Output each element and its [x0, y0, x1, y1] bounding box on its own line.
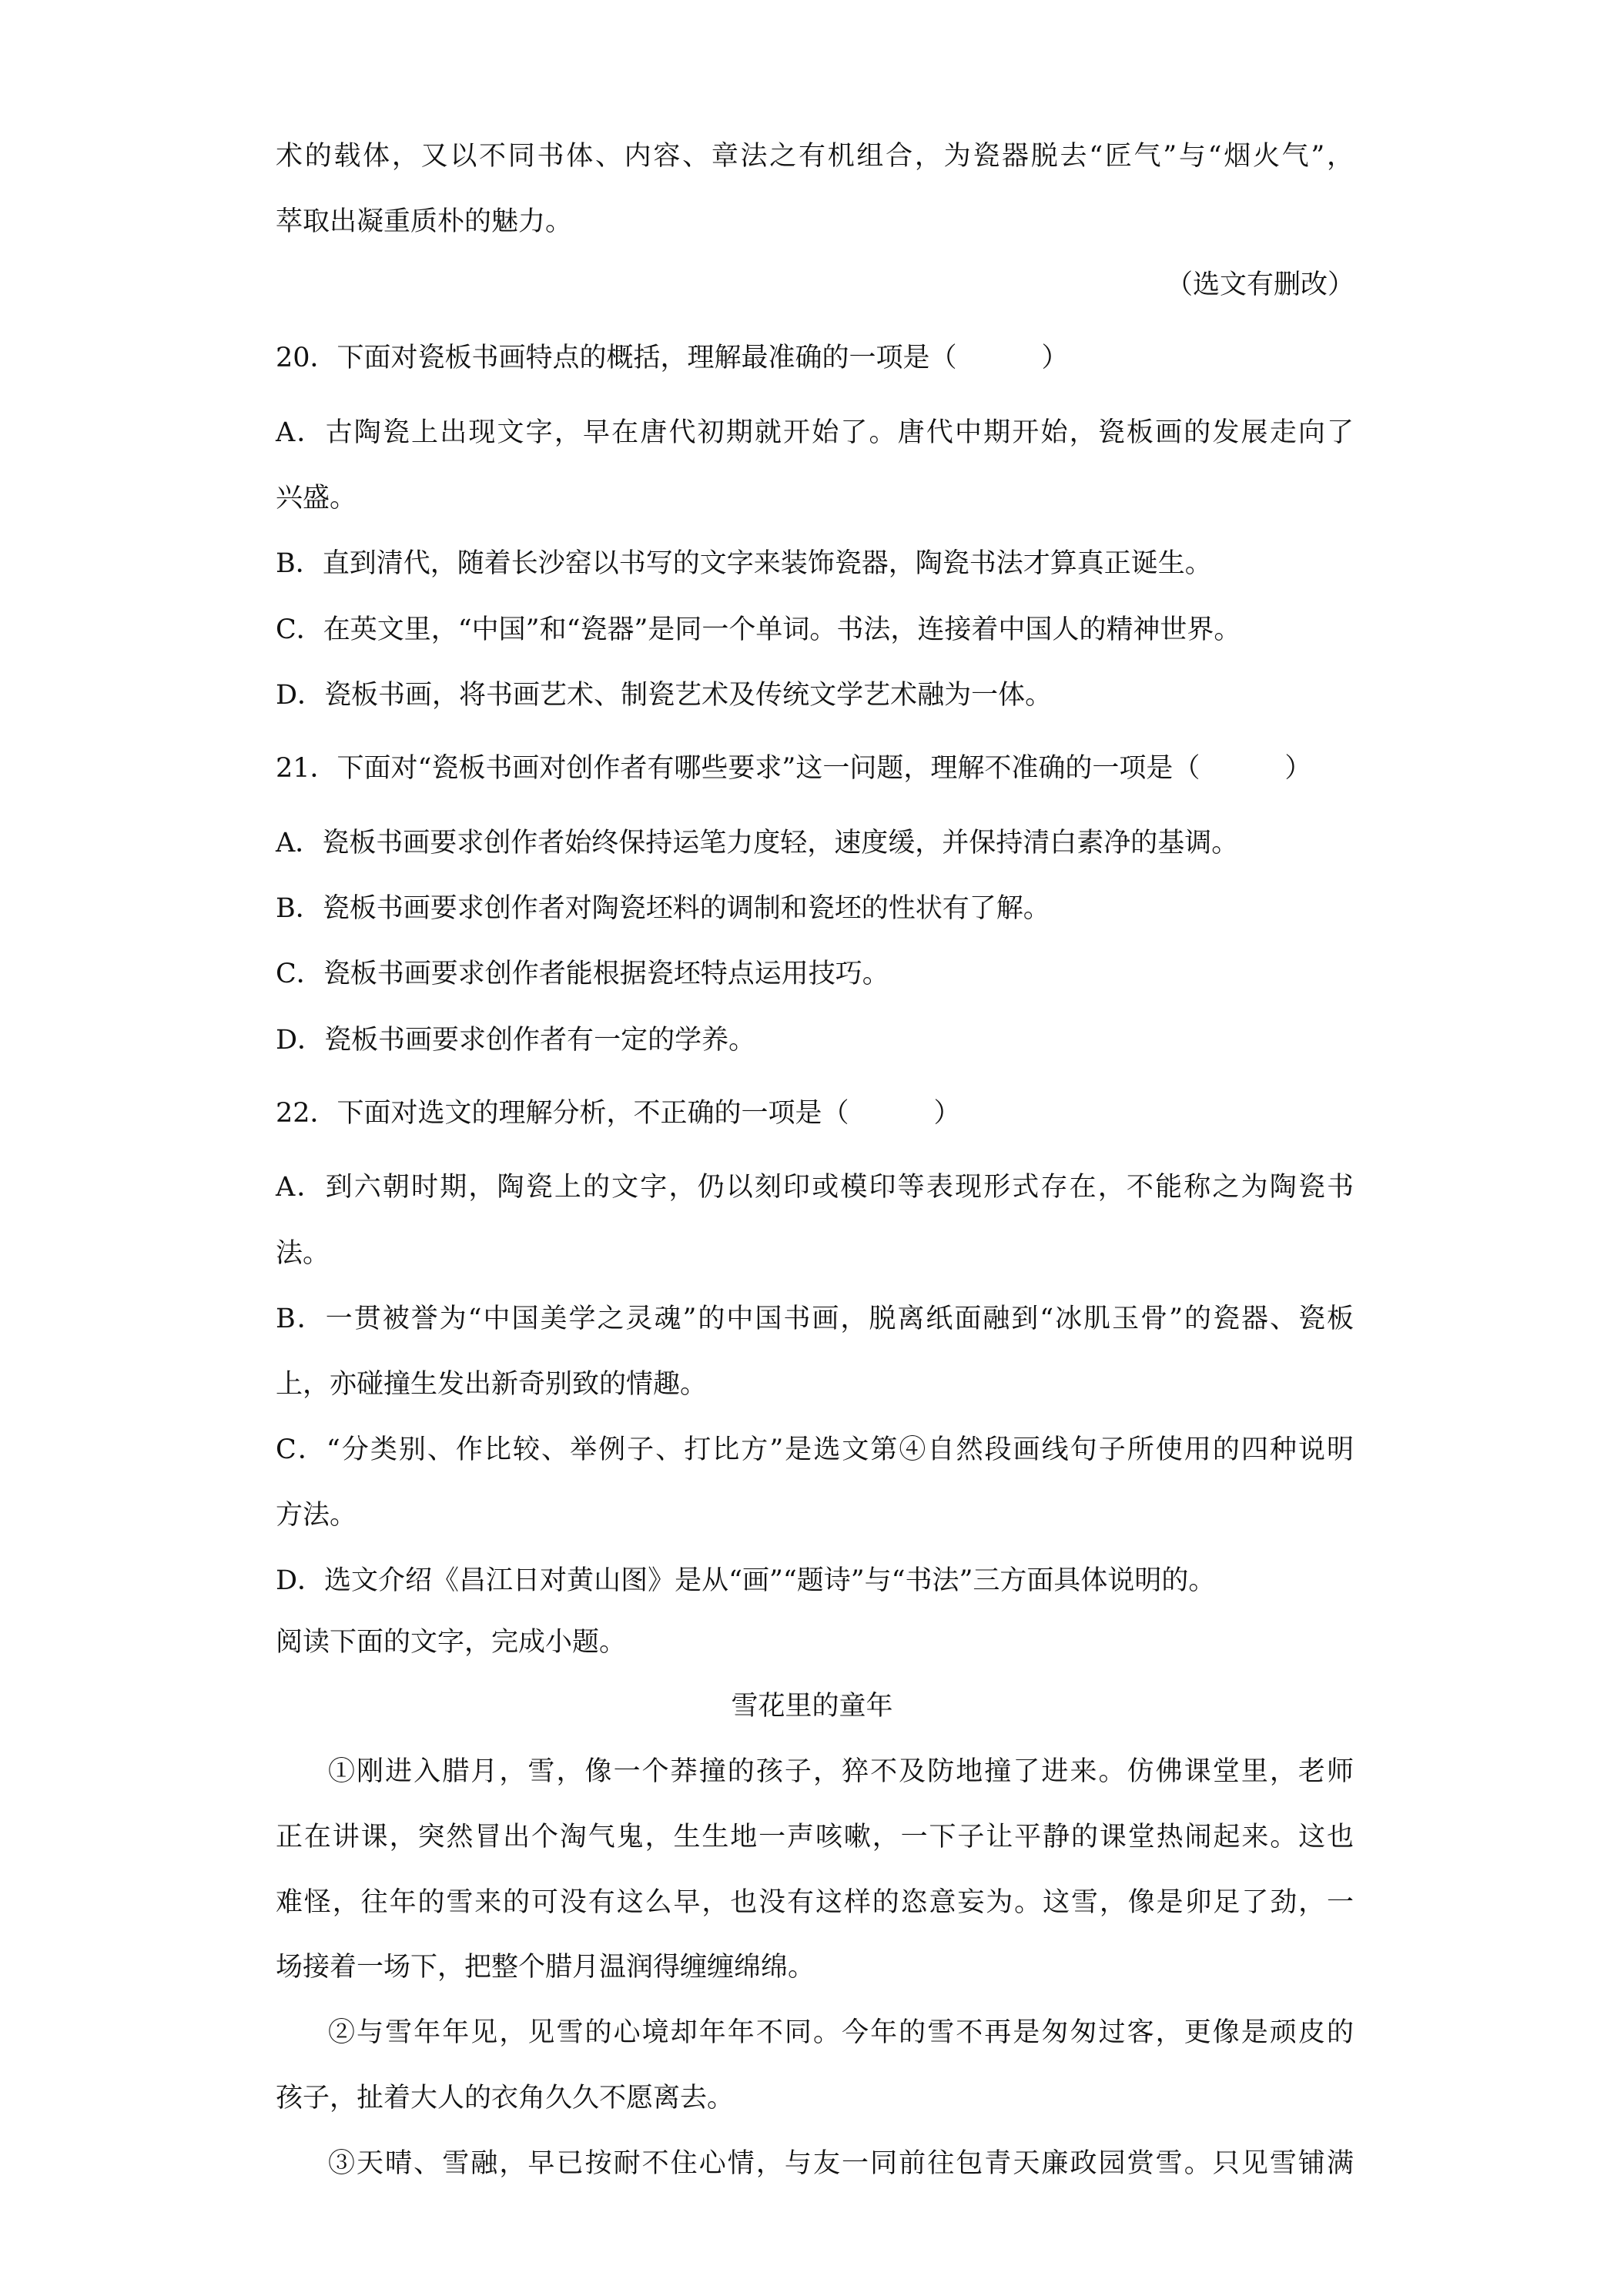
option-c: C．“分类别、作比较、举例子、打比方”是选文第④自然段画线句子所使用的四种说明 [276, 1434, 1354, 1465]
paragraph-line: ①刚进入腊月，雪，像一个莽撞的孩子，猝不及防地撞了进来。仿佛课堂里，老师 [328, 1756, 1354, 1787]
option-b-continued: 上，亦碰撞生发出新奇别致的情趣。 [276, 1369, 708, 1400]
reading-instruction: 阅读下面的文字，完成小题。 [276, 1627, 627, 1658]
option-c: C．瓷板书画要求创作者能根据瓷坯特点运用技巧。 [276, 959, 889, 989]
question-20-stem [276, 341, 1354, 375]
paren-close: ） [1284, 753, 1312, 784]
option-b: B．直到清代，随着长沙窑以书写的文字来装饰瓷器，陶瓷书法才算真正诞生。 [276, 548, 1212, 579]
passage1-line: 萃取出凝重质朴的魅力。 [276, 206, 573, 237]
option-d: D．选文介绍《昌江日对黄山图》是从“画”“题诗”与“书法”三方面具体说明的。 [276, 1565, 1216, 1596]
option-a-continued: 兴盛。 [276, 483, 357, 514]
question-stem-text: 22．下面对选文的理解分析，不正确的一项是（ [276, 1098, 849, 1129]
option-b: B．一贯被誉为“中国美学之灵魂”的中国书画，脱离纸面融到“冰肌玉骨”的瓷器、瓷板 [276, 1304, 1354, 1334]
question-stem-text: 21．下面对“瓷板书画对创作者有哪些要求”这一问题，理解不准确的一项是（ [276, 753, 1200, 784]
question-stem-text: 20．下面对瓷板书画特点的概括，理解最准确的一项是（ [276, 343, 957, 373]
option-d: D．瓷板书画，将书画艺术、制瓷艺术及传统文学艺术融为一体。 [276, 680, 1053, 711]
question-22-stem [276, 1096, 1354, 1130]
paragraph-line: 孩子，扯着大人的衣角久久不愿离去。 [276, 2083, 735, 2114]
passage-title: 雪花里的童年 [731, 1691, 893, 1722]
option-a: A．瓷板书画要求创作者始终保持运笔力度轻，速度缓，并保持清白素净的基调。 [276, 828, 1239, 858]
option-c-continued: 方法。 [276, 1500, 357, 1531]
paragraph-line: 难怪，往年的雪来的可没有这么早，也没有这样的恣意妄为。这雪，像是卯足了劲，一 [276, 1887, 1354, 1918]
paragraph-line: ②与雪年年见，见雪的心境却年年不同。今年的雪不再是匆匆过客，更像是顽皮的 [328, 2017, 1354, 2048]
option-c: C．在英文里，“中国”和“瓷器”是同一个单词。书法，连接着中国人的精神世界。 [276, 614, 1241, 645]
paren-close: ） [1041, 343, 1069, 373]
option-a: A．到六朝时期，陶瓷上的文字，仍以刻印或模印等表现形式存在，不能称之为陶瓷书 [276, 1172, 1354, 1203]
paragraph-line: 场接着一场下，把整个腊月温润得缠缠绵绵。 [276, 1952, 815, 1983]
option-b: B．瓷板书画要求创作者对陶瓷坯料的调制和瓷坯的性状有了解。 [276, 893, 1050, 924]
paren-close: ） [933, 1098, 961, 1129]
option-a: A．古陶瓷上出现文字，早在唐代初期就开始了。唐代中期开始，瓷板画的发展走向了 [276, 417, 1354, 448]
option-d: D．瓷板书画要求创作者有一定的学养。 [276, 1025, 756, 1056]
option-a-continued: 法。 [276, 1238, 330, 1269]
passage1-line: 术的载体，又以不同书体、内容、章法之有机组合，为瓷器脱去“匠气”与“烟火气”， [276, 141, 1354, 172]
question-21-stem [276, 751, 1354, 785]
paragraph-line: ③天晴、雪融，早已按耐不住心情，与友一同前往包青天廉政园赏雪。只见雪铺满 [328, 2148, 1354, 2179]
source-note: （选文有删改） [1165, 269, 1354, 300]
paragraph-line: 正在讲课，突然冒出个淘气鬼，生生地一声咳嗽，一下子让平静的课堂热闹起来。这也 [276, 1822, 1354, 1853]
